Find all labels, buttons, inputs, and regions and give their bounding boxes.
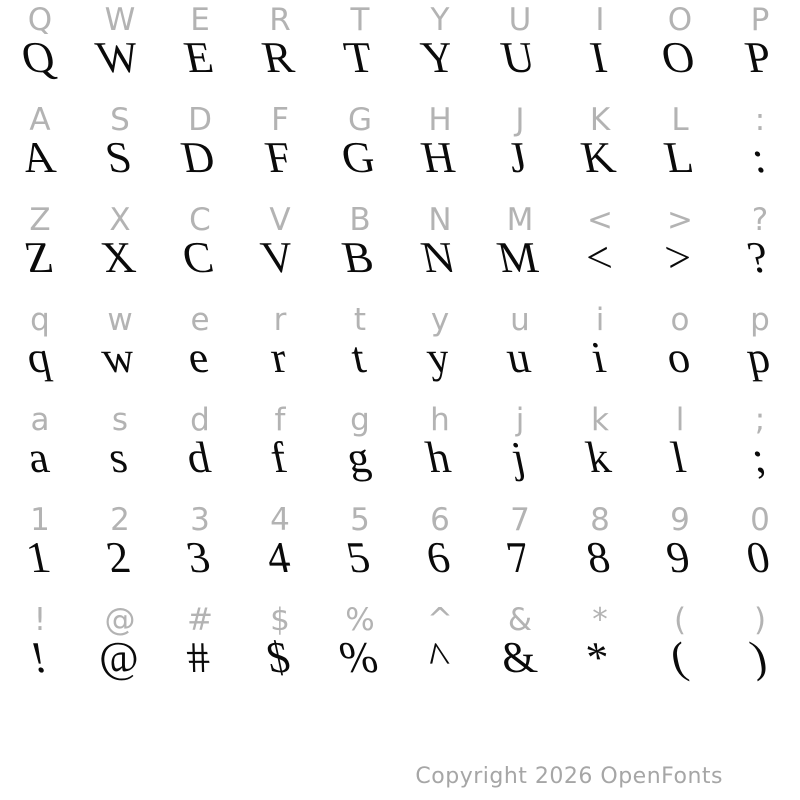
copyright-notice: Copyright 2026 OpenFonts <box>415 763 723 789</box>
reference-glyph: : <box>754 102 766 138</box>
glyph-cell <box>640 433 720 500</box>
glyph-cell <box>0 133 80 200</box>
specimen-glyph: T <box>339 33 377 82</box>
specimen-glyph: ) <box>745 633 771 682</box>
specimen-glyph: l <box>666 433 690 482</box>
reference-glyph: u <box>510 302 530 338</box>
specimen-glyph: P <box>740 33 776 82</box>
specimen-glyph: # <box>182 633 215 682</box>
specimen-glyph: & <box>495 633 541 682</box>
reference-glyph: Y <box>430 2 450 38</box>
specimen-row-lowercase-home <box>0 433 800 500</box>
glyph-cell <box>320 33 400 100</box>
reference-glyph: J <box>515 102 525 138</box>
specimen-glyph: 1 <box>22 533 55 582</box>
glyph-cell <box>480 133 560 200</box>
specimen-row-uppercase-bottom <box>0 233 800 300</box>
specimen-row-uppercase-top <box>0 33 800 100</box>
glyph-cell <box>0 233 80 300</box>
reference-glyph: 2 <box>110 502 130 538</box>
glyph-cell <box>80 133 160 200</box>
specimen-glyph: o <box>662 333 695 382</box>
row-group-uppercase-home <box>0 100 800 200</box>
reference-glyph: A <box>29 102 51 138</box>
reference-glyph: Q <box>27 2 53 38</box>
glyph-cell <box>160 533 240 600</box>
glyph-cell <box>80 533 160 600</box>
reference-glyph: M <box>506 202 534 238</box>
glyph-cell <box>80 333 160 400</box>
glyph-cell <box>640 233 720 300</box>
glyph-cell <box>160 433 240 500</box>
glyph-cell <box>560 300 640 340</box>
reference-glyph: 8 <box>590 502 610 538</box>
glyph-cell <box>720 233 800 300</box>
reference-glyph: ( <box>673 602 687 638</box>
reference-glyph: # <box>187 602 213 638</box>
glyph-cell <box>320 433 400 500</box>
glyph-cell <box>720 333 800 400</box>
reference-glyph: 3 <box>190 502 210 538</box>
glyph-cell <box>720 133 800 200</box>
glyph-cell <box>480 233 560 300</box>
glyph-cell <box>80 33 160 100</box>
specimen-glyph: W <box>92 33 145 82</box>
specimen-glyph: 8 <box>582 533 615 582</box>
reference-glyph: < <box>587 202 613 238</box>
reference-glyph: s <box>111 402 129 438</box>
specimen-glyph: K <box>577 133 620 182</box>
specimen-glyph: O <box>657 33 700 82</box>
glyph-cell <box>720 533 800 600</box>
reference-glyph: B <box>349 202 371 238</box>
reference-glyph: f <box>274 402 286 438</box>
glyph-cell <box>240 133 320 200</box>
glyph-cell <box>480 433 560 500</box>
reference-glyph: y <box>430 302 450 338</box>
glyph-cell <box>560 33 640 100</box>
glyph-cell <box>240 233 320 300</box>
glyph-cell <box>640 133 720 200</box>
glyph-cell <box>320 133 400 200</box>
glyph-cell <box>640 633 720 700</box>
reference-glyph: @ <box>104 602 136 638</box>
specimen-glyph: B <box>338 233 379 282</box>
specimen-glyph: i <box>586 333 610 382</box>
glyph-cell <box>400 233 480 300</box>
reference-glyph: N <box>428 202 452 238</box>
specimen-glyph: 0 <box>742 533 775 582</box>
glyph-cell <box>0 33 80 100</box>
specimen-glyph: $ <box>262 633 295 682</box>
glyph-cell <box>160 633 240 700</box>
specimen-glyph: L <box>659 133 697 182</box>
reference-glyph: & <box>507 602 533 638</box>
glyph-cell <box>480 33 560 100</box>
specimen-glyph: 6 <box>422 533 455 582</box>
row-group-uppercase-top <box>0 0 800 100</box>
reference-glyph: h <box>430 402 450 438</box>
reference-glyph: ; <box>754 402 766 438</box>
glyph-cell <box>480 400 560 440</box>
glyph-cell <box>400 633 480 700</box>
specimen-glyph: E <box>179 33 217 82</box>
reference-glyph: L <box>671 102 689 138</box>
specimen-glyph: k <box>582 433 615 482</box>
specimen-glyph: : <box>746 133 770 182</box>
reference-glyph: r <box>273 302 287 338</box>
specimen-glyph: y <box>422 333 455 382</box>
reference-glyph: o <box>670 302 690 338</box>
reference-glyph: O <box>667 2 693 38</box>
specimen-row-symbols <box>0 633 800 700</box>
specimen-glyph: H <box>417 133 460 182</box>
reference-glyph: k <box>591 402 609 438</box>
reference-glyph: e <box>190 302 210 338</box>
specimen-glyph: w <box>97 333 140 382</box>
glyph-cell <box>320 300 400 340</box>
glyph-cell <box>320 533 400 600</box>
specimen-glyph: u <box>502 333 535 382</box>
specimen-glyph: R <box>258 33 299 82</box>
reference-glyph: S <box>110 102 130 138</box>
specimen-glyph: 4 <box>262 533 295 582</box>
glyph-cell <box>160 133 240 200</box>
reference-glyph: g <box>350 402 370 438</box>
reference-glyph: 0 <box>750 502 770 538</box>
reference-glyph: j <box>515 402 525 438</box>
specimen-glyph: 3 <box>182 533 215 582</box>
specimen-glyph: @ <box>92 633 144 682</box>
reference-glyph: $ <box>270 602 290 638</box>
specimen-glyph: U <box>497 33 540 82</box>
glyph-cell <box>160 333 240 400</box>
specimen-glyph: ^ <box>422 633 454 682</box>
specimen-glyph: Q <box>17 33 60 82</box>
glyph-cell <box>80 433 160 500</box>
specimen-glyph: N <box>417 233 460 282</box>
specimen-glyph: G <box>337 133 380 182</box>
glyph-cell <box>640 33 720 100</box>
reference-glyph: G <box>347 102 373 138</box>
reference-glyph: ? <box>751 202 769 238</box>
specimen-glyph: J <box>504 133 532 182</box>
reference-glyph: ^ <box>427 602 453 638</box>
specimen-glyph: h <box>422 433 455 482</box>
glyph-cell <box>80 233 160 300</box>
specimen-glyph: a <box>23 433 54 482</box>
reference-glyph: w <box>107 302 133 338</box>
glyph-cell <box>0 633 80 700</box>
reference-glyph: p <box>750 302 770 338</box>
specimen-glyph: j <box>506 433 530 482</box>
specimen-glyph: < <box>580 233 616 282</box>
glyph-cell <box>560 333 640 400</box>
reference-glyph: H <box>428 102 452 138</box>
reference-glyph: t <box>353 302 367 338</box>
specimen-glyph: X <box>97 233 140 282</box>
glyph-cell <box>240 633 320 700</box>
row-group-symbols <box>0 600 800 700</box>
reference-glyph: E <box>190 2 210 38</box>
specimen-glyph: A <box>17 133 60 182</box>
reference-glyph: I <box>595 2 605 38</box>
reference-glyph: F <box>271 102 289 138</box>
row-group-lowercase-home <box>0 400 800 500</box>
reference-glyph: 5 <box>350 502 370 538</box>
reference-glyph: * <box>592 602 608 638</box>
row-group-digits <box>0 500 800 600</box>
reference-glyph: C <box>189 202 211 238</box>
glyph-cell <box>320 333 400 400</box>
reference-glyph: 9 <box>670 502 690 538</box>
glyph-cell <box>400 433 480 500</box>
specimen-glyph: ( <box>665 633 691 682</box>
glyph-cell <box>240 433 320 500</box>
specimen-glyph: I <box>585 33 611 82</box>
reference-glyph: 6 <box>430 502 450 538</box>
glyph-cell <box>720 100 800 140</box>
reference-glyph: K <box>589 102 611 138</box>
glyph-cell <box>560 133 640 200</box>
specimen-glyph: % <box>334 633 382 682</box>
glyph-cell <box>640 400 720 440</box>
reference-glyph: U <box>508 2 532 38</box>
row-group-uppercase-bottom <box>0 200 800 300</box>
specimen-glyph: r <box>265 333 291 382</box>
glyph-cell <box>320 233 400 300</box>
glyph-cell <box>560 533 640 600</box>
glyph-cell <box>0 333 80 400</box>
reference-glyph: R <box>269 2 291 38</box>
specimen-glyph: Y <box>417 33 460 82</box>
glyph-cell <box>160 33 240 100</box>
specimen-glyph: ; <box>746 433 770 482</box>
glyph-cell <box>400 133 480 200</box>
specimen-glyph: s <box>104 433 132 482</box>
reference-glyph: P <box>750 2 770 38</box>
specimen-glyph: D <box>177 133 220 182</box>
glyph-cell <box>240 333 320 400</box>
reference-glyph: i <box>595 302 605 338</box>
specimen-glyph: M <box>493 233 543 282</box>
glyph-cell <box>0 433 80 500</box>
specimen-glyph: F <box>260 133 296 182</box>
specimen-glyph: 5 <box>342 533 375 582</box>
specimen-glyph: t <box>346 333 370 382</box>
specimen-glyph: p <box>742 333 775 382</box>
specimen-row-uppercase-home <box>0 133 800 200</box>
glyph-cell <box>560 433 640 500</box>
glyph-cell <box>480 633 560 700</box>
reference-glyph: Z <box>29 202 51 238</box>
reference-glyph: X <box>109 202 131 238</box>
specimen-glyph: C <box>178 233 219 282</box>
glyph-cell <box>480 333 560 400</box>
reference-glyph: 4 <box>270 502 290 538</box>
specimen-glyph: e <box>183 333 214 382</box>
glyph-cell <box>560 233 640 300</box>
glyph-cell <box>720 433 800 500</box>
glyph-cell <box>400 533 480 600</box>
specimen-glyph: f <box>265 433 291 482</box>
reference-glyph: W <box>104 2 136 38</box>
reference-glyph: T <box>350 2 370 38</box>
specimen-glyph: 9 <box>662 533 695 582</box>
glyph-cell <box>240 33 320 100</box>
specimen-glyph: S <box>100 133 136 182</box>
specimen-glyph: d <box>182 433 215 482</box>
reference-glyph: ) <box>753 602 767 638</box>
glyph-cell <box>400 33 480 100</box>
glyph-cell <box>80 633 160 700</box>
glyph-cell <box>480 533 560 600</box>
specimen-glyph: * <box>582 633 615 682</box>
glyph-cell <box>0 533 80 600</box>
reference-glyph: > <box>667 202 693 238</box>
glyph-cell <box>240 533 320 600</box>
reference-glyph: l <box>675 402 685 438</box>
specimen-glyph: q <box>22 333 55 382</box>
specimen-glyph: > <box>660 233 696 282</box>
reference-glyph: D <box>188 102 212 138</box>
specimen-glyph: ! <box>25 633 51 682</box>
specimen-glyph: V <box>257 233 300 282</box>
glyph-cell <box>720 33 800 100</box>
glyph-cell <box>400 333 480 400</box>
reference-glyph: V <box>269 202 291 238</box>
glyph-cell <box>160 233 240 300</box>
reference-glyph: d <box>190 402 210 438</box>
glyph-cell <box>640 333 720 400</box>
specimen-glyph: g <box>342 433 375 482</box>
specimen-glyph: 2 <box>102 533 135 582</box>
specimen-glyph: 7 <box>502 533 535 582</box>
glyph-cell <box>560 633 640 700</box>
specimen-glyph: ? <box>743 233 774 282</box>
reference-glyph: 1 <box>30 502 50 538</box>
specimen-glyph: Z <box>19 233 57 282</box>
reference-glyph: % <box>345 602 375 638</box>
glyph-cell <box>640 533 720 600</box>
row-group-lowercase-top <box>0 300 800 400</box>
glyph-cell <box>320 633 400 700</box>
reference-glyph: 7 <box>510 502 530 538</box>
specimen-row-lowercase-top <box>0 333 800 400</box>
specimen-row-digits <box>0 533 800 600</box>
reference-glyph: a <box>30 402 50 438</box>
glyph-cell <box>720 400 800 440</box>
reference-glyph: q <box>30 302 50 338</box>
glyph-cell <box>720 633 800 700</box>
reference-glyph: ! <box>33 602 47 638</box>
